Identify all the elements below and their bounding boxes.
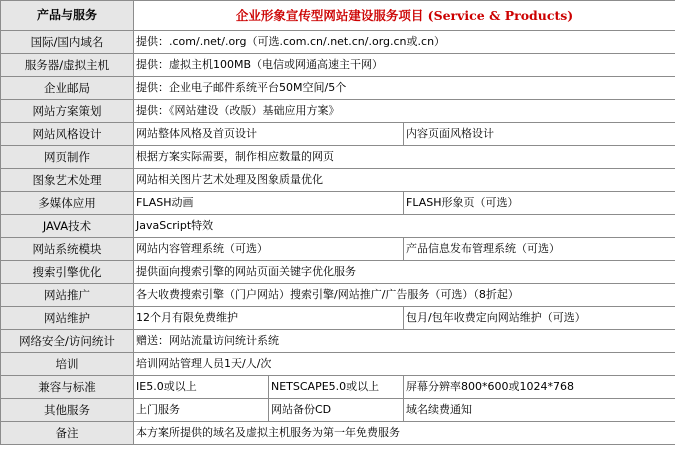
table-row	[1, 192, 675, 215]
row-label: 网站风格设计	[1, 123, 134, 146]
row-value: 12个月有限免费维护	[134, 307, 404, 330]
column-label-products-services: 产品与服务	[1, 1, 134, 31]
row-value-secondary: 产品信息发布管理系统（可选）	[404, 238, 675, 261]
table-row	[1, 261, 675, 284]
row-value-secondary: 包月/包年收费定向网站维护（可选）	[404, 307, 675, 330]
row-value: 上门服务	[134, 399, 269, 422]
row-value: 提供：虚拟主机100MB（电信或网通高速主干网）	[134, 54, 675, 77]
table-row	[1, 399, 675, 422]
row-label: 图象艺术处理	[1, 169, 134, 192]
row-label: JAVA技术	[1, 215, 134, 238]
table-row	[1, 169, 675, 192]
row-value-secondary: 内容页面风格设计	[404, 123, 675, 146]
row-label: 企业邮局	[1, 77, 134, 100]
table-row	[1, 54, 675, 77]
row-value: 根据方案实际需要，制作相应数量的网页	[134, 146, 675, 169]
row-label: 多媒体应用	[1, 192, 134, 215]
row-label: 备注	[1, 422, 134, 445]
table-header-row	[1, 1, 675, 31]
row-label: 其他服务	[1, 399, 134, 422]
table-row	[1, 31, 675, 54]
row-label: 网络安全/访问统计	[1, 330, 134, 353]
row-label: 服务器/虚拟主机	[1, 54, 134, 77]
row-label: 网页制作	[1, 146, 134, 169]
table-row	[1, 422, 675, 445]
table-title: 企业形象宣传型网站建设服务项目 (Service & Products)	[134, 1, 675, 31]
row-value-secondary: 网站备份CD	[269, 399, 404, 422]
row-label: 搜索引擎优化	[1, 261, 134, 284]
row-value: 各大收费搜索引擎（门户网站）搜索引擎/网站推广/广告服务（可选）（8折起）	[134, 284, 675, 307]
row-label: 网站系统模块	[1, 238, 134, 261]
row-value: 网站相关图片艺术处理及图象质量优化	[134, 169, 675, 192]
row-value-secondary: NETSCAPE5.0或以上	[269, 376, 404, 399]
row-value: 培训网站管理人员1天/人/次	[134, 353, 675, 376]
row-value: 本方案所提供的域名及虚拟主机服务为第一年免费服务	[134, 422, 675, 445]
row-value: 网站内容管理系统（可选）	[134, 238, 404, 261]
table-row	[1, 238, 675, 261]
row-value-tertiary: 屏幕分辨率800*600或1024*768	[404, 376, 675, 399]
table-row	[1, 123, 675, 146]
row-label: 网站方案策划	[1, 100, 134, 123]
table-row	[1, 307, 675, 330]
row-value: JavaScript特效	[134, 215, 675, 238]
table-row	[1, 215, 675, 238]
table-row	[1, 376, 675, 399]
row-value: 提供：企业电子邮件系统平台50M空间/5个	[134, 77, 675, 100]
table-row	[1, 77, 675, 100]
row-label: 网站推广	[1, 284, 134, 307]
row-value: IE5.0或以上	[134, 376, 269, 399]
row-label: 培训	[1, 353, 134, 376]
table-row	[1, 146, 675, 169]
table-row	[1, 100, 675, 123]
row-label: 网站维护	[1, 307, 134, 330]
row-label: 国际/国内域名	[1, 31, 134, 54]
row-value: 赠送：网站流量访问统计系统	[134, 330, 675, 353]
row-value-secondary: FLASH形象页（可选）	[404, 192, 675, 215]
row-value: 提供面向搜索引擎的网站页面关键字优化服务	[134, 261, 675, 284]
row-value: FLASH动画	[134, 192, 404, 215]
row-label: 兼容与标准	[1, 376, 134, 399]
row-value: 提供：.com/.net/.org（可选.com.cn/.net.cn/.org.cn或.cn）	[134, 31, 675, 54]
row-value: 提供：《网站建设（改版）基础应用方案》	[134, 100, 675, 123]
row-value-tertiary: 域名续费通知	[404, 399, 675, 422]
row-value: 网站整体风格及首页设计	[134, 123, 404, 146]
table-row	[1, 284, 675, 307]
table-row	[1, 353, 675, 376]
table-row	[1, 330, 675, 353]
